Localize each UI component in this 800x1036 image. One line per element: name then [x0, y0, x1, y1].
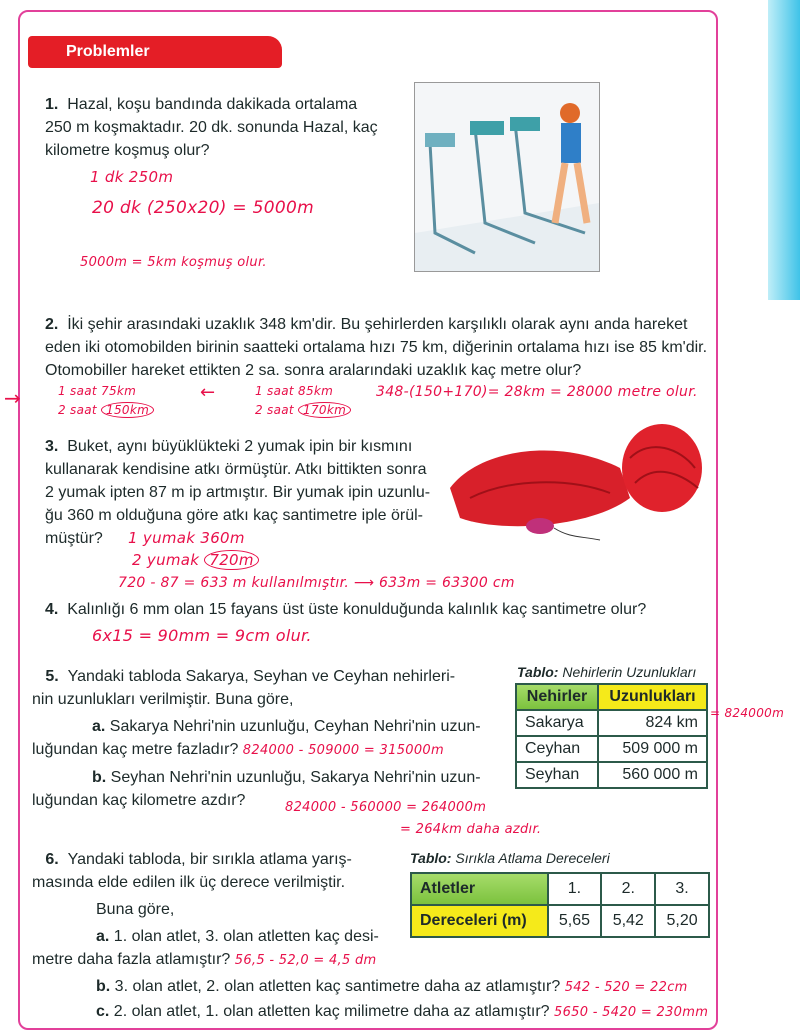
- q-line: İki şehir arasındaki uzaklık 348 km'dir. Bu şehirlerden karşılıklı olarak aynı anda hareket: [67, 316, 688, 333]
- handwriting: 2 saat 150km: [58, 403, 154, 417]
- handwriting: 824000 - 509000 = 315000m: [242, 743, 444, 758]
- question-1: [45, 93, 378, 162]
- table-row: Atletler 1. 2. 3.: [411, 873, 709, 905]
- handwriting: 720 - 87 = 633 m kullanılmıştır. ⟶ 633m = 63300 cm: [118, 575, 515, 591]
- handwriting: 5650 - 5420 = 230mm: [554, 1005, 709, 1020]
- handwriting: = 264km daha azdır.: [400, 822, 542, 837]
- q-num: 2.: [45, 316, 59, 333]
- question-6c: c. 2. olan atlet, 1. olan atletten kaç milimetre daha az atlamıştır? 5650 - 5420 = 230mm: [96, 1003, 709, 1020]
- table-row: Seyhan 560 000 m: [516, 762, 707, 788]
- handwriting: 1 yumak 360m: [128, 529, 245, 547]
- q-line: Hazal, koşu bandında dakikada ortalama: [67, 96, 358, 113]
- table-row: Ceyhan 509 000 m: [516, 736, 707, 762]
- q-line: kilometre koşmuş olur?: [45, 142, 210, 159]
- q-num: 3.: [45, 438, 59, 455]
- handwriting: 542 - 520 = 22cm: [564, 980, 688, 995]
- page-edge-tab: [768, 0, 800, 300]
- handwriting: 2 yumak 720m: [132, 551, 259, 569]
- handwriting: 2 saat 170km: [255, 403, 351, 417]
- question-6: 6. Yandaki tabloda, bir sırıkla atlama yarış- masında elde edilen ilk üç derece verilmiştir. Buna göre, a. 1. olan atlet, 3. olan atletten kaç desi- metre daha fazla atlamıştır? 56,5 - 52,0 = 4,5 dm: [32, 851, 379, 968]
- handwriting: 1 saat 85km: [255, 384, 334, 398]
- handwriting: 1 saat 75km: [58, 384, 137, 398]
- handwriting: 1 dk 250m: [90, 168, 174, 186]
- arrow-right-icon: →: [4, 386, 22, 410]
- q-line: eden iki otomobilden birinin saatteki ortalama hızı 75 km, diğerinin ortalama hızı ise 85 km'dir.: [45, 339, 708, 356]
- table-caption: Tablo: Nehirlerin Uzunlukları: [517, 664, 697, 680]
- q-line: Otomobiller hareket ettikten 2 sa. sonra aralarındaki uzaklık kaç metre olur?: [45, 362, 582, 379]
- handwriting: 348-(150+170)= 28km = 28000 metre olur.: [376, 384, 698, 400]
- scarf-and-yarn-illustration: [440, 418, 710, 548]
- q-line: ğu 360 m olduğuna göre atkı kaç santimetre iple örül-: [45, 507, 423, 524]
- q-line: 2 yumak ipten 87 m ip artmıştır. Bir yumak ipin uzunlu-: [45, 484, 431, 501]
- question-2: [45, 313, 707, 382]
- q-line: Buket, aynı büyüklükteki 2 yumak ipin bir kısmını: [67, 438, 413, 455]
- section-header: Problemler: [28, 36, 282, 68]
- q-line: Kalınlığı 6 mm olan 15 fayans üst üste konulduğunda kalınlık kaç santimetre olur?: [67, 601, 647, 618]
- rivers-table: Nehirler Uzunlukları Sakarya 824 km Ceyhan 509 000 m Seyhan 560 000 m: [515, 683, 708, 789]
- arrow-left-icon: ←: [200, 382, 216, 403]
- q-line: 250 m koşmaktadır. 20 dk. sonunda Hazal, kaç: [45, 119, 378, 136]
- q-line: müştür?: [45, 530, 103, 547]
- q-line: kullanarak kendisine atkı örmüştür. Atkı bittikten sonra: [45, 461, 427, 478]
- table-caption: Tablo: Sırıkla Atlama Dereceleri: [410, 850, 610, 866]
- table-row: Dereceleri (m) 5,65 5,42 5,20: [411, 905, 709, 937]
- table-row: Sakarya 824 km: [516, 710, 707, 736]
- pole-vault-table: [410, 872, 710, 938]
- question-6b: b. 3. olan atlet, 2. olan atletten kaç santimetre daha az atlamıştır? 542 - 520 = 22cm: [96, 978, 688, 995]
- handwriting: 20 dk (250x20) = 5000m: [92, 198, 314, 218]
- q-num: 4.: [45, 601, 59, 618]
- handwriting: 824000 - 560000 = 264000m: [285, 800, 487, 815]
- question-5: 5. Yandaki tabloda Sakarya, Seyhan ve Ceyhan nehirleri- nin uzunlukları verilmiştir. Buna göre, a. Sakarya Nehri'nin uzunluğu, Ceyhan Nehri'nin uzun- luğundan kaç metre fazladır? 824000 - 509000 = 315000m b. Seyhan Nehri'nin uzunluğu, Sakarya Nehri'nin uzun- luğundan kaç kilometre azdır?: [32, 668, 481, 809]
- q-num: 1.: [45, 96, 59, 113]
- handwriting: = 824000m: [710, 706, 785, 720]
- handwriting: 6x15 = 90mm = 9cm olur.: [92, 626, 312, 645]
- treadmill-illustration: [414, 82, 600, 272]
- handwriting: 5000m = 5km koşmuş olur.: [80, 255, 267, 270]
- question-4: [45, 598, 646, 621]
- handwriting: 56,5 - 52,0 = 4,5 dm: [234, 953, 377, 968]
